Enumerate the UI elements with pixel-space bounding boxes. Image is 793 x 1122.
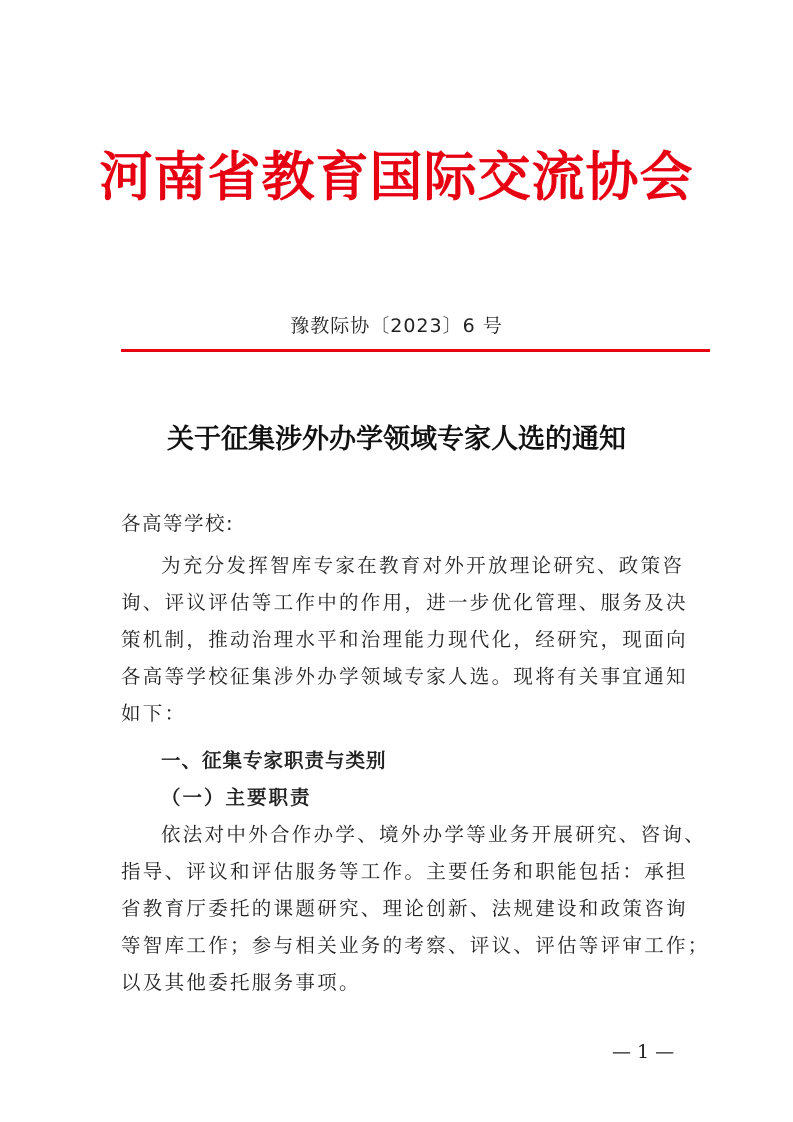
paragraph-line: 策机制，推动治理水平和治理能力现代化，经研究，现面向 [121, 628, 688, 651]
section-heading: 一、征集专家职责与类别 [161, 749, 387, 772]
intro-paragraph [121, 547, 688, 732]
paragraph-line: 依法对中外合作办学、境外办学等业务开展研究、咨询、 [161, 823, 707, 846]
paragraph-line: 省教育厅委托的课题研究、理论创新、法规建设和政策咨询 [121, 897, 688, 920]
subsection-heading: （一）主要职责 [161, 786, 312, 809]
notice-title: 关于征集涉外办学领域专家人选的通知 [167, 424, 626, 455]
duties-paragraph [121, 816, 710, 1001]
paragraph-line: 如下： [121, 702, 187, 725]
page-number: — 1 — [612, 1041, 675, 1063]
paragraph-line: 等智库工作；参与相关业务的考察、评议、评估等评审工作； [121, 934, 710, 957]
paragraph-line: 为充分发挥智库专家在教育对外开放理论研究、政策咨 [161, 554, 685, 577]
paragraph-line: 以及其他委托服务事项。 [121, 971, 361, 994]
org-name-header: 河南省教育国际交流协会 [99, 146, 694, 208]
paragraph-line: 各高等学校征集涉外办学领域专家人选。现将有关事宜通知 [121, 665, 688, 688]
document-number: 豫教际协〔2023〕6 号 [290, 315, 503, 337]
paragraph-line: 询、评议评估等工作中的作用，进一步优化管理、服务及决 [121, 591, 688, 614]
salutation: 各高等学校: [121, 512, 235, 535]
paragraph-line: 指导、评议和评估服务等工作。主要任务和职能包括：承担 [121, 860, 688, 883]
notice-body [121, 505, 681, 542]
red-divider-line [121, 349, 710, 352]
section-1 [121, 742, 681, 816]
